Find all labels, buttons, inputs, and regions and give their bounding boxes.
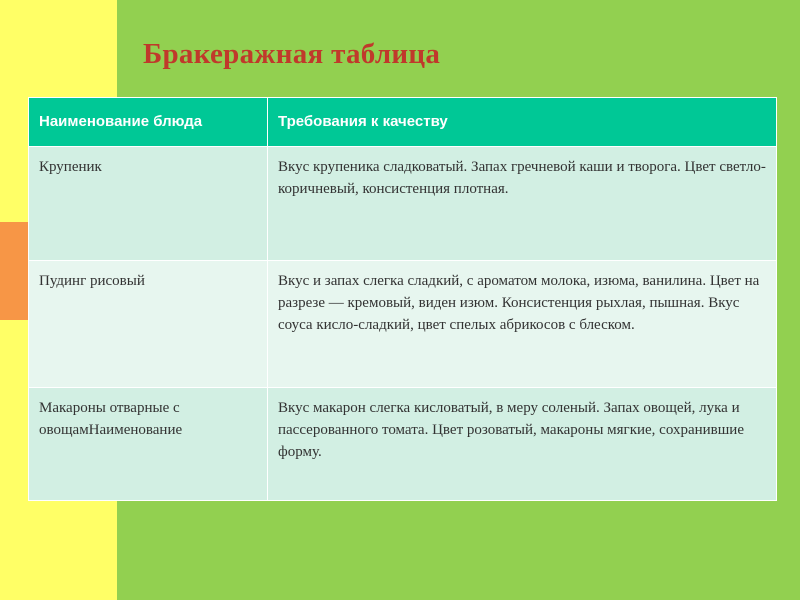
dish-name-cell [29,261,268,388]
quality-table [28,97,777,501]
slide-title: Бракеражная таблица [143,38,441,70]
requirements-text: Вкус крупеника сладковатый. Запах гречневой каши и творога. Цвет светло-коричневый, консистенция плотная. [278,159,766,197]
dish-name-cell [29,388,268,501]
requirements-text: Вкус макарон слегка кисловатый, в меру соленый. Запах овощей, лука и пассерованного томата. Цвет розоватый, макароны мягкие, сохранившие форму. [278,400,744,460]
dish-name-cell [29,147,268,261]
requirements-cell [268,388,777,501]
dish-name: Макароны отварные с овощамНаименование [39,400,183,438]
dish-name: Пудинг рисовый [39,273,145,289]
orange-accent-tab [0,222,28,320]
header-dish-name [29,98,268,147]
table-row [29,261,777,388]
header-quality-requirements-label: Требования к качеству [278,113,448,131]
header-quality-requirements [268,98,777,147]
table-row [29,147,777,261]
header-dish-name-label: Наименование блюда [39,113,203,131]
requirements-cell [268,147,777,261]
requirements-text: Вкус и запах слегка сладкий, с ароматом молока, изюма, ванилина. Цвет на разрезе — кремовый, виден изюм. Консистенция рыхлая, пышная. Вкус соуса кисло-сладкий, цвет спелых абрикосов с блеском. [278,273,760,333]
table-row [29,388,777,501]
table-header-row [29,98,777,147]
dish-name: Крупеник [39,159,102,175]
requirements-cell [268,261,777,388]
